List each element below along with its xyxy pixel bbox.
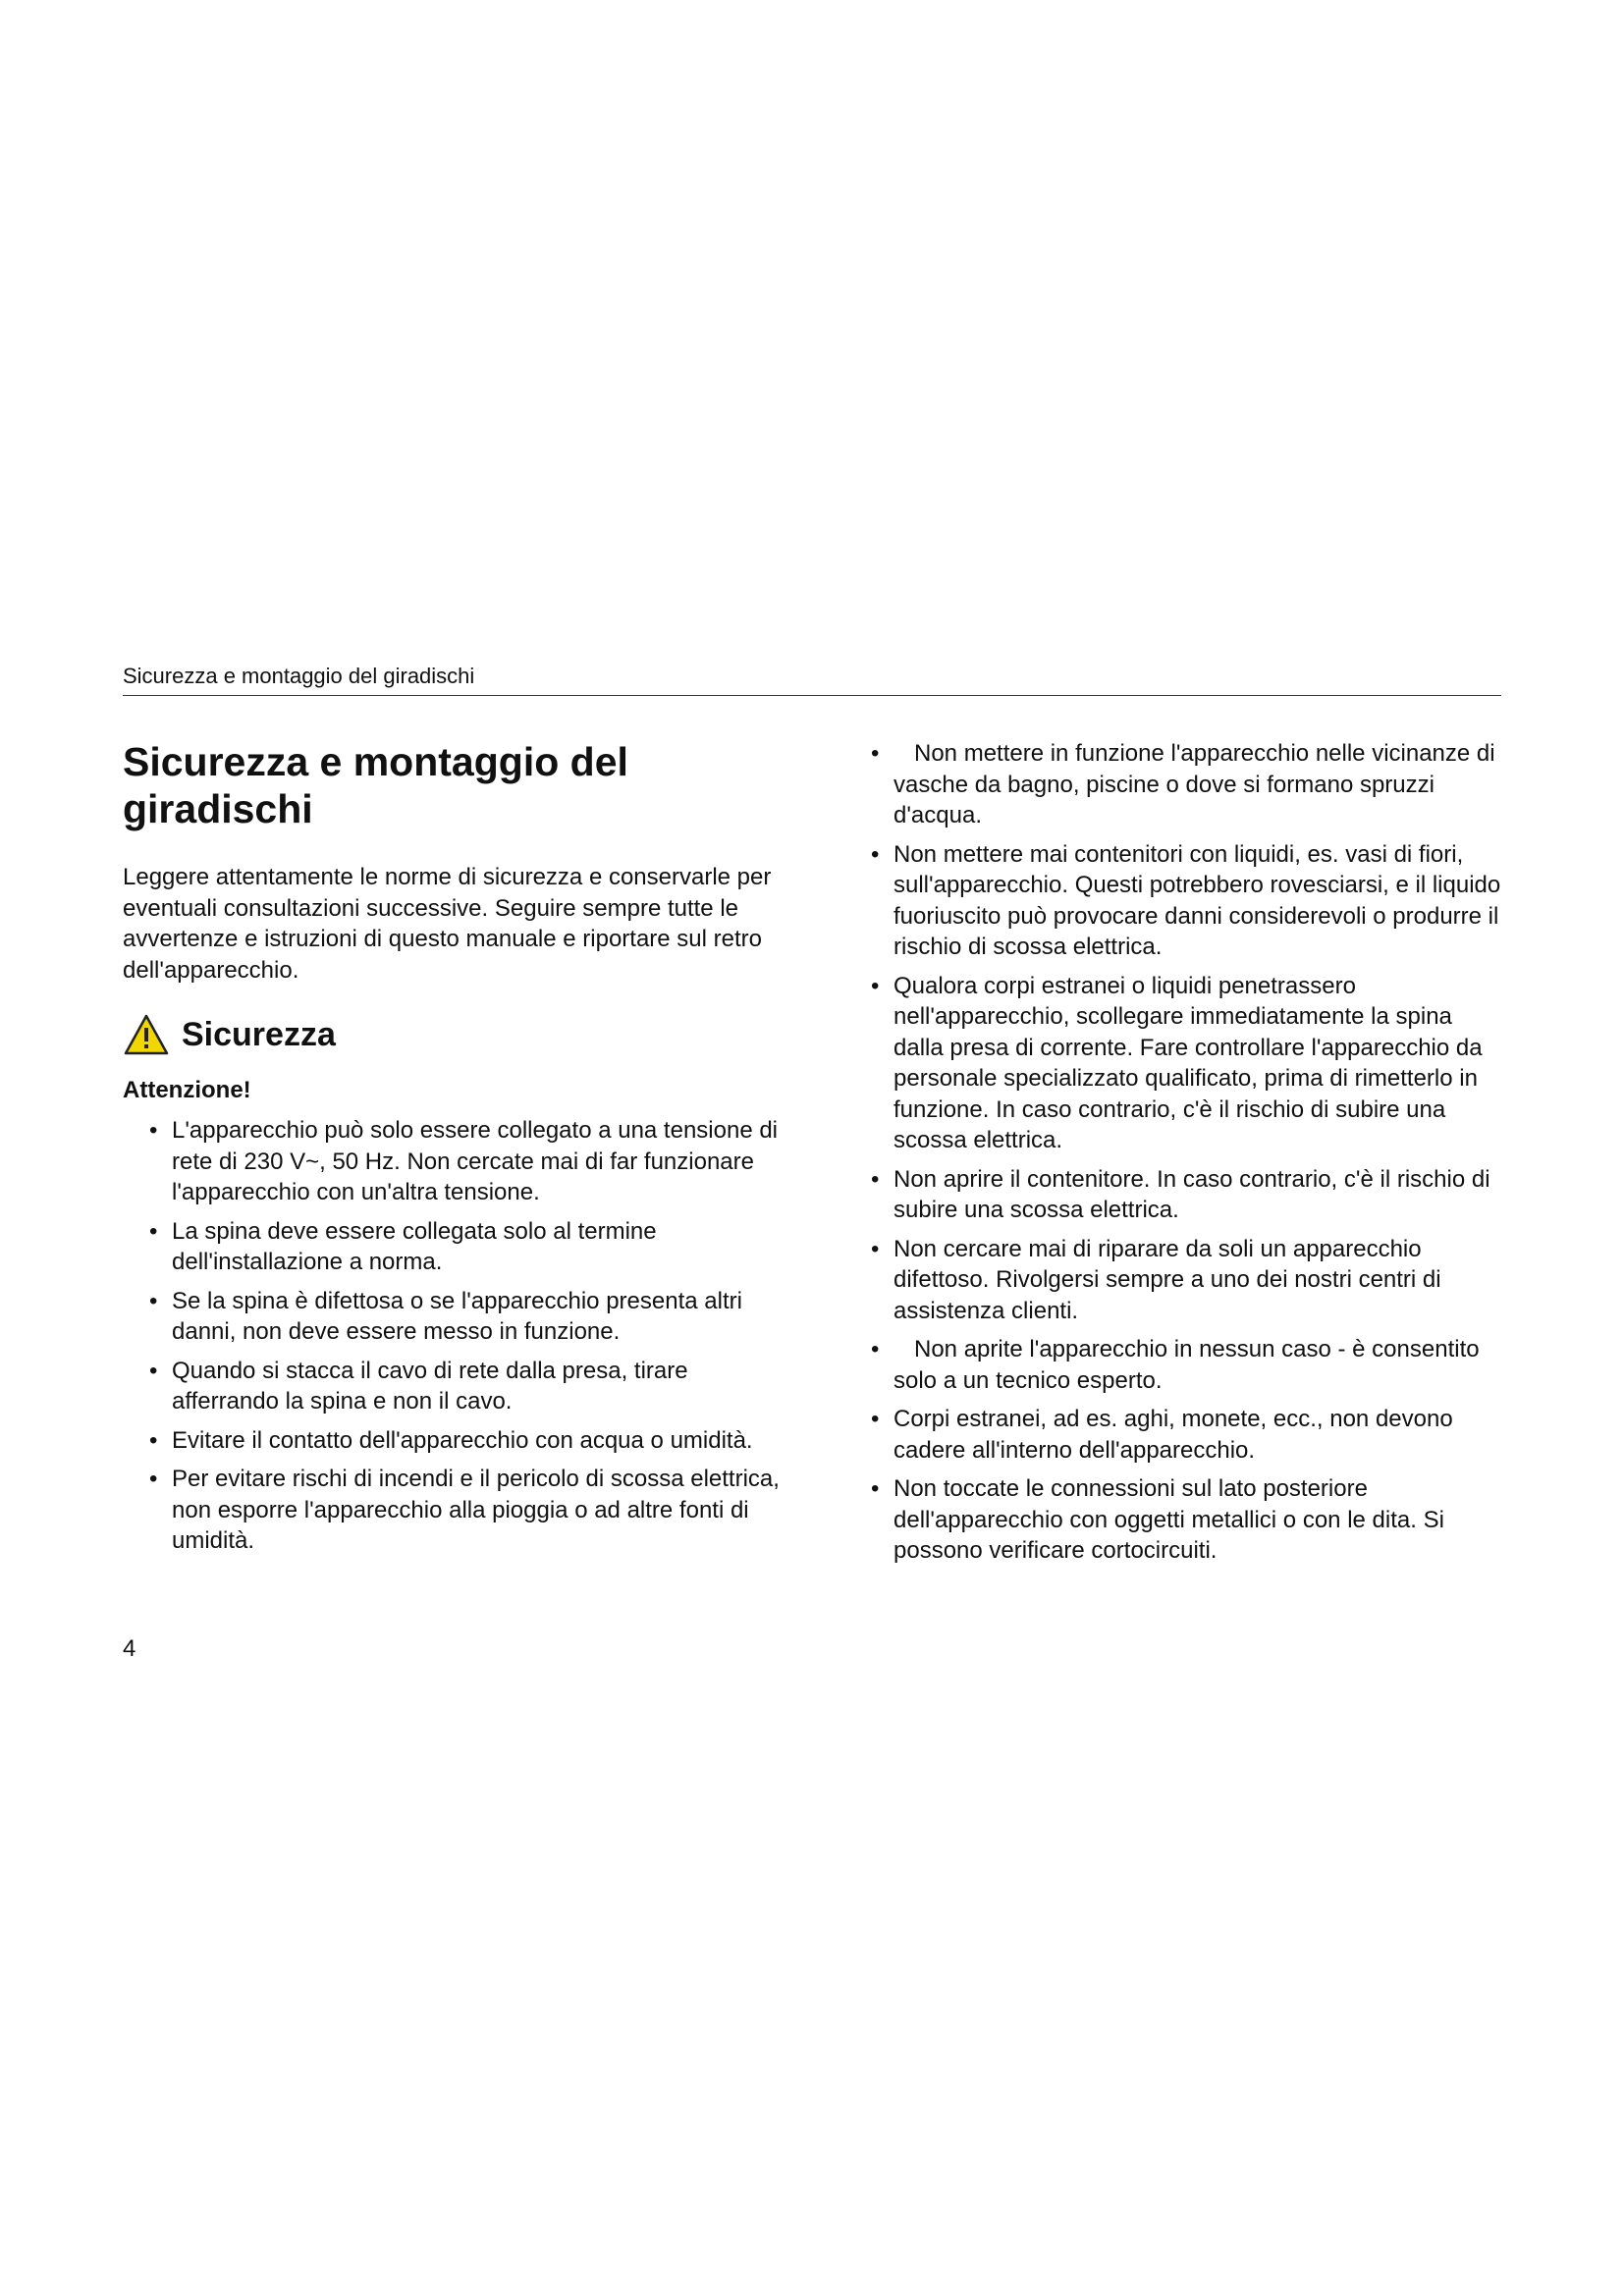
attention-label: Attenzione! — [123, 1077, 251, 1103]
list-item: • Corpi estranei, ad es. aghi, monete, ecc., non devono cadere all'interno dell'apparecchio. — [871, 1406, 1453, 1464]
bullet-icon: • — [871, 1165, 880, 1193]
right-bullet-list — [844, 738, 1507, 1567]
bullet-icon: • — [871, 740, 880, 767]
running-header: Sicurezza e montaggio del giradischi — [123, 664, 1501, 696]
bullet-icon: • — [149, 1287, 158, 1314]
page-number: 4 — [123, 1635, 136, 1662]
bullet-icon: • — [149, 1217, 158, 1245]
bullet-icon: • — [871, 1475, 880, 1502]
bullet-icon: • — [149, 1426, 158, 1454]
list-item: • Non aprite l'apparecchio in nessun caso - è consentito solo a un tecnico esperto. — [871, 1336, 1480, 1394]
bullet-icon: • — [871, 840, 880, 868]
right-column — [844, 738, 1507, 1575]
bullet-icon: • — [149, 1357, 158, 1384]
list-item: • Non mettere mai contenitori con liquidi, es. vasi di fiori, sull'apparecchio. Questi potrebbero rovesciarsi, e il liquido fuoriuscito può provocare danni considerevoli o produrre il rischio di scossa elettrica. — [871, 840, 1501, 960]
intro-paragraph: Leggere attentamente le norme di sicurezza e conservarle per eventuali consultazioni successive. Seguire sempre tutte le avvertenze e istruzioni di questo manuale e riportare sul retro dell'apparecchio. — [123, 864, 772, 984]
section-heading-safety — [123, 1013, 790, 1056]
bullet-icon: • — [871, 972, 880, 999]
warning-triangle-icon — [123, 1013, 170, 1056]
list-item: • Non cercare mai di riparare da soli un apparecchio difettoso. Rivolgersi sempre a uno dei nostri centri di assistenza clienti. — [871, 1235, 1441, 1324]
section-title: Sicurezza — [182, 1016, 336, 1053]
list-item: • La spina deve essere collegata solo al termine dell'installazione a norma. — [149, 1217, 657, 1275]
list-item: • L'apparecchio può solo essere collegato a una tensione di rete di 230 V~, 50 Hz. Non cercate mai di far funzionare l'apparecchio con un'altra tensione. — [149, 1117, 779, 1205]
bullet-icon: • — [871, 1406, 880, 1432]
bullet-icon: • — [871, 1336, 880, 1362]
list-item: • Evitare il contatto dell'apparecchio con acqua o umidità. — [123, 1425, 790, 1457]
list-item: • Per evitare rischi di incendi e il pericolo di scossa elettrica, non esporre l'apparecchio alla pioggia o ad altre fonti di umidità. — [149, 1466, 780, 1554]
list-item: • Non toccate le connessioni sul lato posteriore dell'apparecchio con oggetti metallici o con le dita. Si possono verificare cortocircuiti. — [871, 1475, 1444, 1564]
bullet-icon: • — [149, 1466, 158, 1492]
list-item: • Non aprire il contenitore. In caso contrario, c'è il rischio di subire una scossa elettrica. — [871, 1165, 1490, 1223]
bullet-icon: • — [871, 1235, 880, 1262]
list-item: • Se la spina è difettosa o se l'apparecchio presenta altri danni, non deve essere messo in funzione. — [149, 1287, 742, 1345]
left-bullet-list — [123, 1115, 790, 1557]
list-item: • Qualora corpi estranei o liquidi penetrassero nell'apparecchio, scollegare immediatamente la spina dalla presa di corrente. Fare controllare l'apparecchio da personale specializzato qualificato, prima di rimetterlo in funzione. In caso contrario, c'è il rischio di subire una scossa elettrica. — [871, 972, 1483, 1153]
list-item: • Non mettere in funzione l'apparecchio nelle vicinanze di vasche da bagno, piscine o dove si formano spruzzi d'acqua. — [871, 740, 1495, 828]
page-title: Sicurezza e montaggio del giradischi — [123, 739, 628, 831]
left-column — [123, 738, 790, 1565]
list-item: • Quando si stacca il cavo di rete dalla presa, tirare afferrando la spina e non il cavo. — [149, 1357, 688, 1415]
bullet-icon: • — [149, 1117, 158, 1144]
